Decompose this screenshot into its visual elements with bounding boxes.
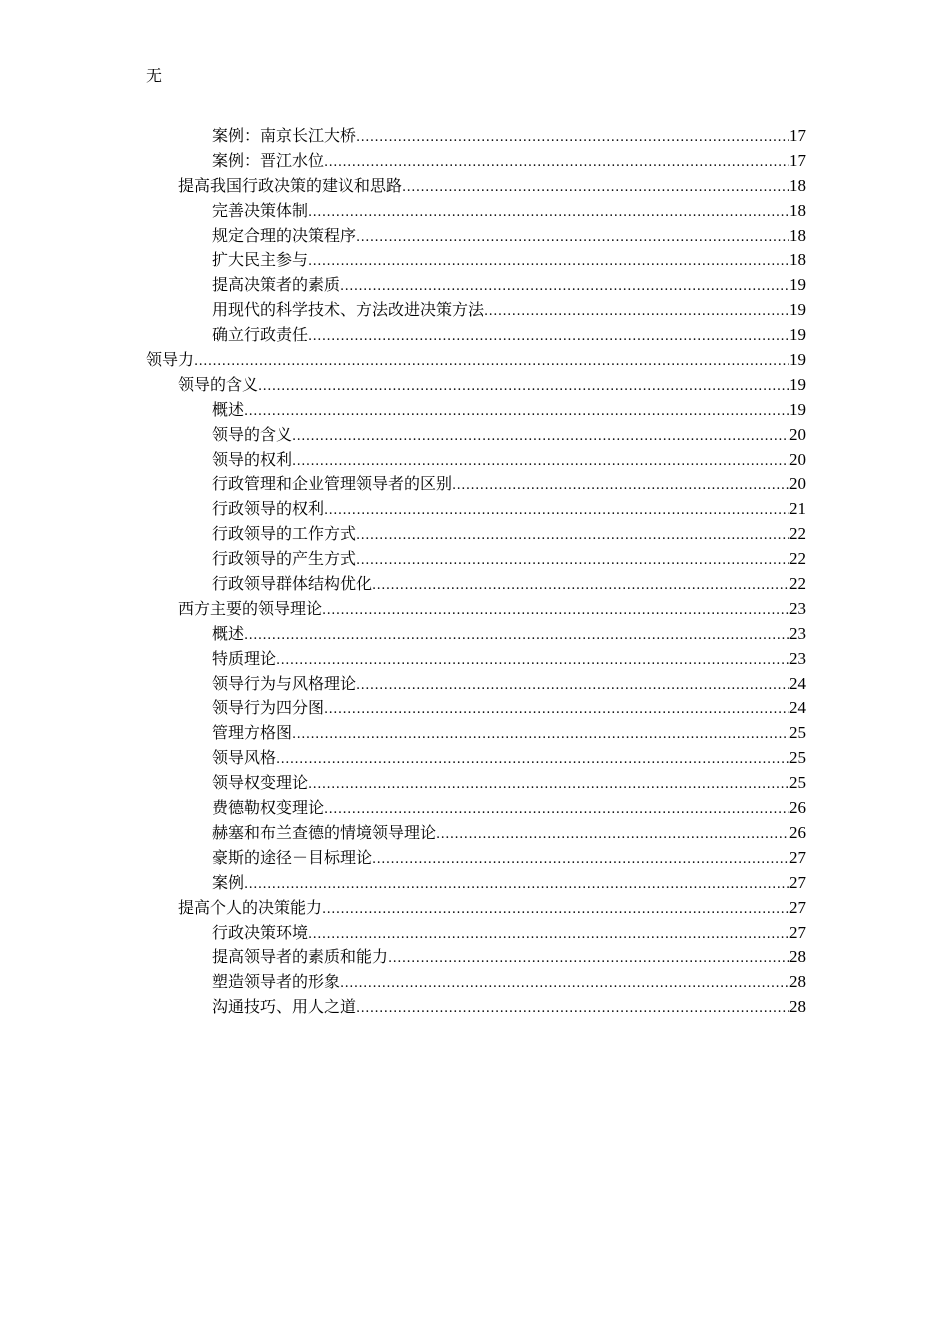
toc-entry[interactable] xyxy=(146,746,806,771)
toc-dot-leader xyxy=(372,848,789,873)
toc-dot-leader xyxy=(322,898,789,923)
toc-entry[interactable] xyxy=(146,522,806,547)
toc-entry[interactable] xyxy=(146,572,806,597)
toc-entry[interactable] xyxy=(146,896,806,921)
toc-entry-title: 塑造领导者的形象 xyxy=(212,972,341,992)
toc-dot-leader xyxy=(324,151,789,176)
toc-entry[interactable] xyxy=(146,846,806,871)
toc-entry[interactable] xyxy=(146,945,806,970)
toc-dot-leader xyxy=(308,201,789,226)
toc-entry[interactable] xyxy=(146,323,806,348)
toc-entry[interactable] xyxy=(146,199,806,224)
toc-entry-page-number: 25 xyxy=(789,773,806,793)
toc-entry[interactable] xyxy=(146,970,806,995)
toc-entry-page-number: 20 xyxy=(789,424,806,444)
toc-dot-leader xyxy=(244,873,789,898)
toc-entry-page-number: 27 xyxy=(789,872,806,892)
toc-dot-leader xyxy=(340,275,789,300)
toc-dot-leader xyxy=(308,325,789,350)
toc-entry-title: 规定合理的决策程序 xyxy=(212,225,357,245)
toc-entry-page-number: 28 xyxy=(789,972,806,992)
toc-dot-leader xyxy=(276,748,789,773)
toc-entry-page-number: 18 xyxy=(789,250,806,270)
toc-dot-leader xyxy=(356,126,789,151)
toc-entry-page-number: 19 xyxy=(789,275,806,295)
toc-dot-leader xyxy=(244,624,789,649)
toc-entry-page-number: 17 xyxy=(789,150,806,170)
toc-entry[interactable] xyxy=(146,547,806,572)
toc-entry-title: 案例：晋江水位 xyxy=(212,150,325,170)
toc-entry-title: 沟通技巧、用人之道 xyxy=(212,997,357,1017)
toc-dot-leader xyxy=(292,723,789,748)
toc-entry-page-number: 27 xyxy=(789,922,806,942)
toc-entry-title: 行政领导的权利 xyxy=(212,499,325,519)
toc-dot-leader xyxy=(356,997,789,1022)
toc-entry-page-number: 26 xyxy=(789,798,806,818)
toc-dot-leader xyxy=(308,923,789,948)
toc-entry[interactable] xyxy=(146,224,806,249)
toc-entry-page-number: 25 xyxy=(789,748,806,768)
toc-entry-page-number: 24 xyxy=(789,698,806,718)
toc-dot-leader xyxy=(340,972,789,997)
toc-dot-leader xyxy=(322,599,789,624)
toc-entry-page-number: 19 xyxy=(789,374,806,394)
toc-entry-title: 提高个人的决策能力 xyxy=(178,897,323,917)
toc-entry-page-number: 18 xyxy=(789,175,806,195)
toc-entry[interactable] xyxy=(146,398,806,423)
toc-entry-page-number: 18 xyxy=(789,225,806,245)
toc-dot-leader xyxy=(292,450,789,475)
toc-dot-leader xyxy=(324,499,789,524)
toc-entry-title: 领导行为与风格理论 xyxy=(212,673,357,693)
toc-entry-title: 赫塞和布兰查德的情境领导理论 xyxy=(212,822,437,842)
toc-entry-page-number: 22 xyxy=(789,549,806,569)
toc-entry-title: 豪斯的途径－目标理论 xyxy=(212,847,373,867)
toc-entry-title: 领导风格 xyxy=(212,748,277,768)
toc-dot-leader xyxy=(388,947,789,972)
toc-entry-page-number: 23 xyxy=(789,648,806,668)
toc-entry-title: 管理方格图 xyxy=(212,723,293,743)
toc-entry-title: 特质理论 xyxy=(212,648,277,668)
toc-dot-leader xyxy=(276,649,789,674)
toc-entry-page-number: 28 xyxy=(789,947,806,967)
toc-entry[interactable] xyxy=(146,298,806,323)
toc-entry-page-number: 19 xyxy=(789,399,806,419)
toc-dot-leader xyxy=(244,400,789,425)
toc-dot-leader xyxy=(356,524,789,549)
toc-entry-title: 行政决策环境 xyxy=(212,922,309,942)
toc-entry-title: 提高决策者的素质 xyxy=(212,275,341,295)
toc-entry-title: 领导的含义 xyxy=(212,424,293,444)
toc-entry-title: 完善决策体制 xyxy=(212,200,309,220)
toc-entry-page-number: 28 xyxy=(789,997,806,1017)
toc-entry-page-number: 22 xyxy=(789,574,806,594)
toc-entry-title: 领导的权利 xyxy=(212,449,293,469)
toc-entry[interactable] xyxy=(146,448,806,473)
toc-entry[interactable] xyxy=(146,871,806,896)
toc-entry-title: 领导行为四分图 xyxy=(212,698,325,718)
toc-entry-page-number: 18 xyxy=(789,200,806,220)
toc-dot-leader xyxy=(194,350,789,375)
toc-entry-title: 领导的含义 xyxy=(178,374,259,394)
toc-dot-leader xyxy=(356,549,789,574)
table-of-contents xyxy=(146,124,806,1020)
toc-entry-title: 扩大民主参与 xyxy=(212,250,309,270)
toc-dot-leader xyxy=(258,375,789,400)
toc-entry-title: 案例：南京长江大桥 xyxy=(212,126,357,145)
toc-entry[interactable] xyxy=(146,423,806,448)
toc-entry-page-number: 24 xyxy=(789,673,806,693)
toc-entry-page-number: 27 xyxy=(789,897,806,917)
toc-entry[interactable] xyxy=(146,124,806,149)
toc-entry-page-number: 20 xyxy=(789,449,806,469)
toc-entry[interactable] xyxy=(146,597,806,622)
toc-dot-leader xyxy=(292,425,789,450)
toc-entry[interactable] xyxy=(146,771,806,796)
toc-dot-leader xyxy=(356,674,789,699)
toc-entry[interactable] xyxy=(146,622,806,647)
toc-entry-title: 提高我国行政决策的建议和思路 xyxy=(178,175,403,195)
toc-entry-page-number: 27 xyxy=(789,847,806,867)
toc-entry-title: 行政管理和企业管理领导者的区别 xyxy=(212,474,453,494)
toc-entry[interactable] xyxy=(146,796,806,821)
toc-entry-page-number: 19 xyxy=(789,350,806,370)
toc-dot-leader xyxy=(372,574,789,599)
toc-entry-page-number: 17 xyxy=(789,126,806,145)
toc-dot-leader xyxy=(308,250,789,275)
toc-dot-leader xyxy=(324,698,789,723)
toc-entry[interactable] xyxy=(146,174,806,199)
toc-entry-title: 行政领导的产生方式 xyxy=(212,549,357,569)
toc-entry[interactable] xyxy=(146,348,806,373)
toc-entry-page-number: 19 xyxy=(789,325,806,345)
toc-entry-page-number: 23 xyxy=(789,598,806,618)
toc-entry-title: 行政领导群体结构优化 xyxy=(212,574,373,594)
toc-entry-page-number: 21 xyxy=(789,499,806,519)
toc-entry-title: 行政领导的工作方式 xyxy=(212,524,357,544)
toc-dot-leader xyxy=(324,798,789,823)
toc-dot-leader xyxy=(356,226,789,251)
toc-entry-title: 西方主要的领导理论 xyxy=(178,598,323,618)
page-header: 无 xyxy=(146,66,163,85)
toc-entry-title: 领导权变理论 xyxy=(212,773,309,793)
toc-entry[interactable] xyxy=(146,696,806,721)
toc-entry[interactable] xyxy=(146,149,806,174)
toc-entry-title: 费德勒权变理论 xyxy=(212,798,325,818)
toc-entry-page-number: 26 xyxy=(789,822,806,842)
toc-entry[interactable] xyxy=(146,721,806,746)
toc-dot-leader xyxy=(402,176,789,201)
toc-entry[interactable] xyxy=(146,821,806,846)
toc-entry-title: 用现代的科学技术、方法改进决策方法 xyxy=(212,300,485,320)
toc-entry-title: 提高领导者的素质和能力 xyxy=(212,947,389,967)
toc-entry[interactable] xyxy=(146,647,806,672)
toc-entry-title: 案例 xyxy=(212,872,245,892)
toc-entry-title: 确立行政责任 xyxy=(212,325,309,345)
toc-entry[interactable] xyxy=(146,373,806,398)
toc-entry[interactable] xyxy=(146,921,806,946)
toc-entry[interactable] xyxy=(146,672,806,697)
toc-dot-leader xyxy=(308,773,789,798)
toc-entry-page-number: 22 xyxy=(789,524,806,544)
toc-entry[interactable] xyxy=(146,273,806,298)
toc-entry[interactable] xyxy=(146,995,806,1020)
toc-entry-title: 领导力 xyxy=(146,350,195,370)
toc-dot-leader xyxy=(484,300,789,325)
toc-entry[interactable] xyxy=(146,472,806,497)
toc-entry-title: 概述 xyxy=(212,399,245,419)
toc-entry-title: 概述 xyxy=(212,623,245,643)
toc-entry[interactable] xyxy=(146,248,806,273)
toc-entry-page-number: 19 xyxy=(789,300,806,320)
toc-entry-page-number: 20 xyxy=(789,474,806,494)
toc-entry[interactable] xyxy=(146,497,806,522)
toc-entry-page-number: 23 xyxy=(789,623,806,643)
toc-dot-leader xyxy=(436,823,789,848)
toc-entry-page-number: 25 xyxy=(789,723,806,743)
toc-dot-leader xyxy=(452,474,789,499)
